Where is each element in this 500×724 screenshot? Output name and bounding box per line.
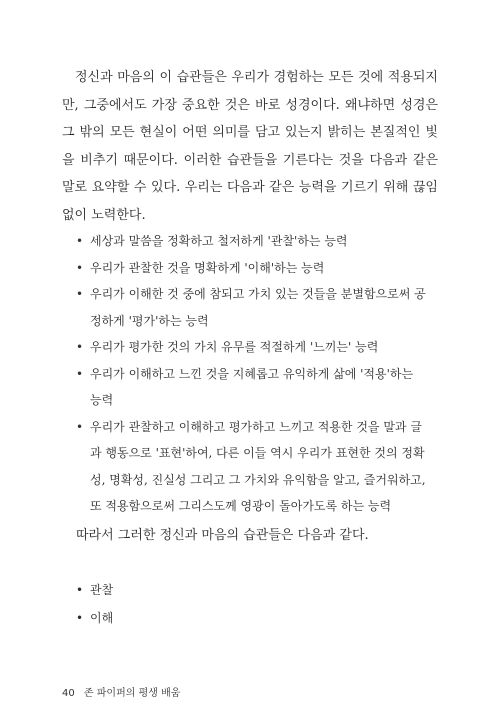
conclusion-paragraph: 따라서 그러한 정신과 마음의 습관들은 다음과 같다. — [76, 528, 369, 543]
list-item: • 우리가 관찰한 것을 명확하게 '이해'하는 능력 — [76, 255, 426, 282]
list-item: • 우리가 이해하고 느낀 것을 지혜롭고 유익하게 삶에 '적용'하는 능력 — [76, 361, 426, 414]
abilities-list — [76, 228, 426, 520]
habits-list — [76, 576, 276, 632]
list-item: • 우리가 이해한 것 중에 참되고 가치 있는 것들을 분별함으로써 공정하게 '평가'하는 능력 — [76, 281, 426, 334]
book-title: 존 파이퍼의 평생 배움 — [83, 688, 181, 699]
page-footer — [62, 684, 180, 699]
list-item: • 관찰 — [76, 576, 276, 604]
page-number: 40 — [62, 688, 75, 699]
list-item: • 세상과 말씀을 정확하고 철저하게 '관찰'하는 능력 — [76, 228, 426, 255]
intro-paragraph: 정신과 마음의 이 습관들은 우리가 경험하는 모든 것에 적용되지만, 그중에서도 가장 중요한 것은 바로 성경이다. 왜냐하면 성경은 그 밖의 모든 현실이 어떤 의미를 담고 있는지 밝히는 본질적인 빛을 비추기 때문이다. 이러한 습관들을 기른다는 것을 다음과 같은 말로 요약할 수 있다. 우리는 다음과 같은 능력을 기르기 위해 끊임없이 노력한다. — [62, 70, 438, 223]
list-item: • 우리가 평가한 것의 가치 유무를 적절하게 '느끼는' 능력 — [76, 334, 426, 361]
list-item: • 우리가 관찰하고 이해하고 평가하고 느끼고 적용한 것을 말과 글과 행동으로 '표현'하여, 다른 이들 역시 우리가 표현한 것의 정확성, 명확성, 진실성 그리고 그 가치와 유익함을 알고, 즐거워하고, 또 적용함으로써 그리스도께 영광이 돌아가도록 하는 능력 — [76, 414, 426, 520]
list-item: • 이해 — [76, 604, 276, 632]
